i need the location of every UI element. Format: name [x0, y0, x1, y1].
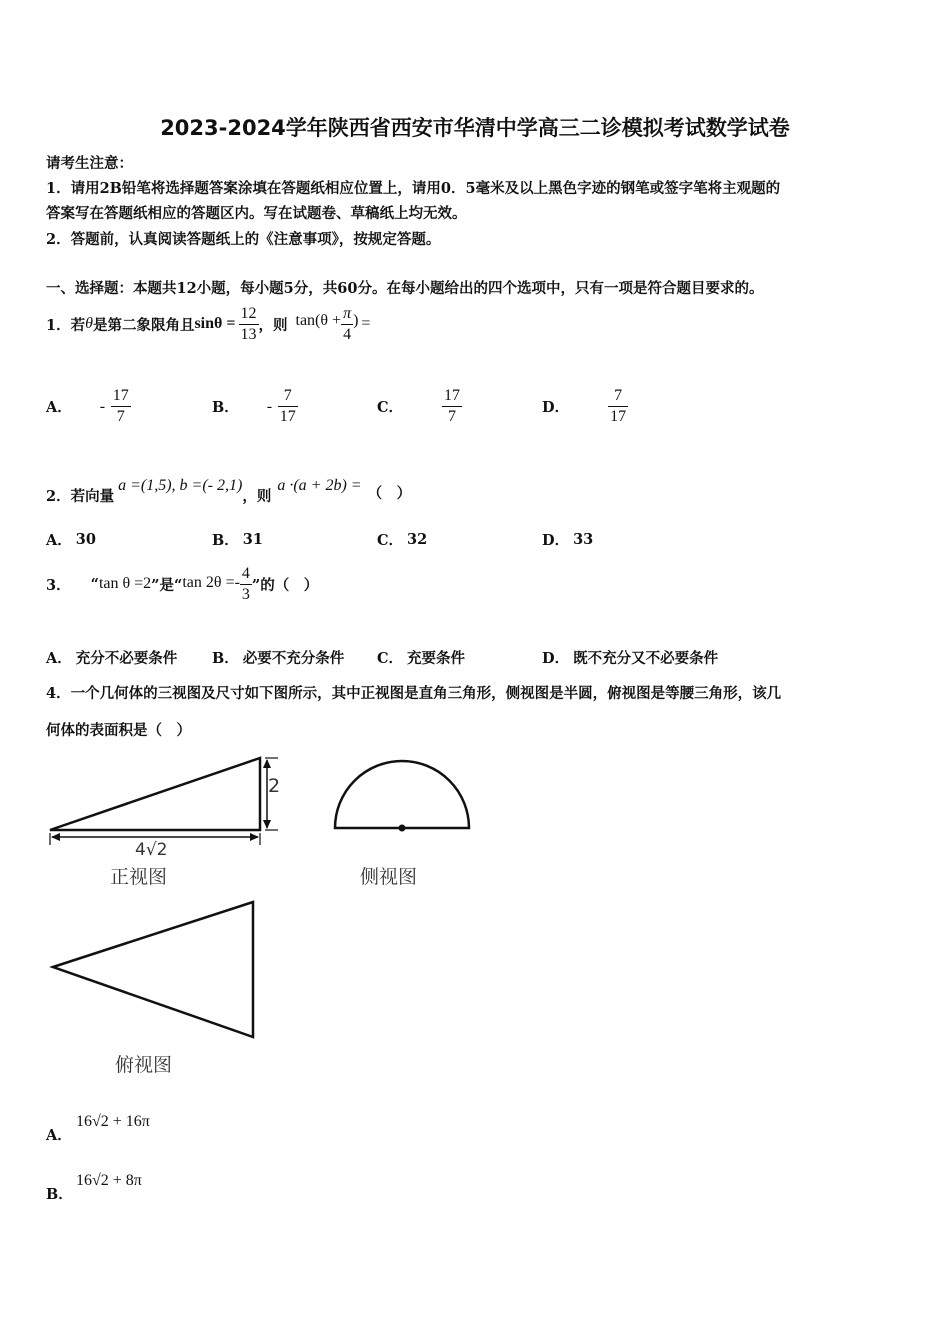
q2-option-a-label: A．: [46, 532, 72, 549]
q1-pi: π: [343, 304, 352, 322]
q1-eq: =: [361, 315, 371, 332]
q2-option-b[interactable]: [212, 529, 263, 550]
front-view-triangle: [50, 758, 260, 830]
top-view-triangle: [53, 902, 253, 1037]
q2-paren: （ ）: [367, 484, 412, 502]
notice-heading: 请考生注意：: [46, 155, 133, 172]
q2-option-d[interactable]: [542, 529, 593, 550]
q1-option-d-label: D．: [542, 399, 570, 416]
q3-option-c[interactable]: [377, 647, 465, 668]
q1-option-a-sign: -: [99, 397, 106, 415]
q1-sin: sinθ =: [194, 315, 236, 332]
q3-option-b-text: 必要不充分条件: [242, 650, 345, 667]
q2-option-a[interactable]: [46, 529, 96, 550]
q1-option-c[interactable]: [377, 386, 462, 427]
top-view-label: 俯视图: [115, 1054, 173, 1076]
side-view-figure: [330, 752, 480, 842]
q1-option-b-sign: -: [266, 397, 273, 415]
page-title: 2023-2024学年陕西省西安市华清中学高三二诊模拟考试数学试卷: [160, 116, 790, 140]
side-view-semicircle: [335, 761, 469, 828]
q2-option-d-label: D．: [542, 532, 570, 549]
q3-den: 3: [241, 585, 250, 603]
q1-theta: θ: [85, 315, 93, 332]
q1-mid: 是第二象限角且: [92, 316, 195, 334]
q1-close: ): [353, 312, 359, 329]
q4-text-line-2: 何体的表面积是（ ）: [46, 722, 191, 739]
q2-option-a-text: 30: [75, 531, 96, 548]
q1-option-c-den: 7: [442, 406, 462, 427]
q1-four: 4: [341, 324, 353, 345]
q1-sin-fraction: [239, 304, 259, 345]
width-dimension-label: 4√2: [135, 840, 168, 860]
q3-cond1: tan θ =2: [98, 575, 152, 592]
q3-suffix: ”的（ ）: [251, 576, 319, 594]
q1-tan: tan(θ +: [295, 312, 342, 329]
q1-sin-num: 12: [240, 304, 257, 322]
q3-option-d-label: D．: [542, 650, 570, 667]
q3-option-c-label: C．: [377, 650, 404, 667]
q3-prefix: 3．: [46, 576, 71, 594]
q4-option-b-label[interactable]: B．: [46, 1186, 73, 1203]
q1-option-d[interactable]: [542, 386, 628, 427]
q1-option-d-num: 7: [614, 387, 623, 404]
q2-then: ，则: [242, 487, 272, 505]
question-2: [46, 474, 411, 504]
center-point: [399, 825, 406, 832]
notice-line-1: 1．请用2B铅笔将选择题答案涂填在答题纸相应位置上，请用0．5毫米及以上黑色字迹的钢笔或签字笔将主观题的: [46, 180, 781, 197]
q1-option-b-den: 17: [279, 408, 296, 425]
q2-option-d-text: 33: [573, 531, 594, 548]
q2-option-c-text: 32: [407, 531, 428, 548]
front-view-label: 正视图: [110, 866, 168, 888]
q1-option-d-fraction: [608, 386, 628, 427]
notice-line-2: 2．答题前，认真阅读答题纸上的《注意事项》，按规定答题。: [46, 231, 441, 248]
q2-expr: a ·(a + 2b) =: [277, 477, 362, 494]
top-view-figure: [45, 895, 265, 1045]
q3-rq: ”是“: [151, 576, 183, 594]
q4-option-a-label[interactable]: A．: [46, 1127, 72, 1144]
q2-option-c-label: C．: [377, 532, 404, 549]
q2-vectors: a =(1,5), b =(- 2,1): [118, 477, 243, 494]
q3-option-c-text: 充要条件: [407, 650, 466, 667]
q1-option-b-fraction: [278, 386, 298, 427]
q1-option-a-fraction: [111, 386, 131, 427]
q1-option-d-den: 17: [610, 408, 627, 425]
q1-option-a-num: 17: [112, 387, 129, 404]
q3-option-a[interactable]: [46, 647, 177, 668]
q2-prefix: 2．若向量: [46, 487, 115, 505]
q4-option-a-value[interactable]: 16√2 + 16π: [76, 1113, 150, 1130]
q2-option-b-text: 31: [242, 531, 263, 548]
question-3: [46, 562, 318, 606]
q1-option-a-label: A．: [46, 399, 72, 416]
question-1: [46, 302, 370, 346]
q1-option-b-label: B．: [212, 399, 239, 416]
q1-option-a-den: 7: [111, 406, 131, 427]
q4-text-line-1: 4．一个几何体的三视图及尺寸如下图所示，其中正视图是直角三角形，侧视图是半圆，俯视图是等腰三角形，该几: [46, 685, 782, 702]
q3-cond2: tan 2θ =-: [182, 574, 240, 591]
q1-option-a[interactable]: [46, 386, 131, 427]
q3-option-a-text: 充分不必要条件: [75, 650, 178, 667]
q1-option-c-num: 17: [444, 387, 461, 404]
q3-num: 4: [241, 564, 250, 582]
q3-lq: “: [90, 575, 99, 593]
q1-option-c-fraction: [442, 386, 462, 427]
notice-line-1b: 答案写在答题纸相应的答题区内。写在试题卷、草稿纸上均无效。: [46, 205, 467, 222]
front-view-figure: [40, 750, 300, 850]
q2-option-c[interactable]: [377, 529, 427, 550]
q1-option-b[interactable]: [212, 386, 298, 427]
section-heading: 一、选择题：本题共12小题，每小题5分，共60分。在每小题给出的四个选项中，只有一项是符合题目要求的。: [46, 280, 764, 297]
q2-option-b-label: B．: [212, 532, 239, 549]
side-view-label: 侧视图: [360, 866, 418, 888]
q1-then: ，则: [258, 316, 288, 334]
q4-option-b-value[interactable]: 16√2 + 8π: [76, 1172, 142, 1189]
q1-sin-den: 13: [240, 325, 257, 343]
q3-option-a-label: A．: [46, 650, 72, 667]
q1-prefix: 1．若: [46, 316, 86, 334]
q1-pi-fraction: [341, 304, 353, 345]
q3-fraction: [240, 564, 252, 605]
height-dimension-label: 2: [268, 775, 281, 797]
q3-option-d[interactable]: [542, 647, 718, 668]
q3-option-b[interactable]: [212, 647, 344, 668]
q1-option-b-num: 7: [283, 387, 292, 404]
q1-option-c-label: C．: [377, 399, 404, 416]
q3-option-d-text: 既不充分又不必要条件: [573, 650, 719, 667]
q3-option-b-label: B．: [212, 650, 239, 667]
